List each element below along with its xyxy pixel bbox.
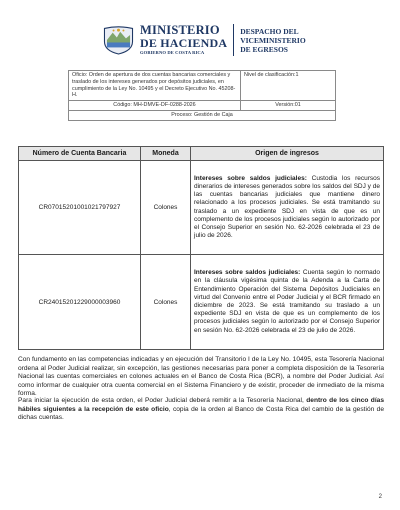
origin-title: Intereses sobre saldos judiciales: <box>194 269 301 277</box>
table-header-row <box>19 147 384 161</box>
origin-text: Custodia los recursos dinerarios de intereses generados sobre los saldos del SDJ y de las cuentas bancarias judiciales que mantiene dinero relacionado a los procesos judiciales. Se está tramitando su traslado a un expediente SDJ en vista de que es un complemento de los procesos judiciales según lo autorizado por el Consejo Superior en sesión No. 62-2026 celebrada el 23 de julio de 2026. <box>194 174 381 240</box>
header-origin: Origen de ingresos <box>191 147 384 161</box>
table-row <box>19 255 384 350</box>
page-number: 2 <box>378 494 382 500</box>
paragraph2-after: , copia de la orden al Banco de Costa Rica del cambio de la gestión de dichas cuentas. <box>18 405 384 422</box>
body-paragraph-1: Con fundamento en las competencias indicadas y en ejecución del Transitorio I de la Ley No. 10495, esta Tesorería Nacional ordena al Poder Judicial realizar, sin excepción, las gestiones necesarias para poner a completa disposición de la Tesorería Nacional las cuentas comerciales en colones actuales en el Banco de Costa Rica (BCR), a nombre del Poder Judicial. Así como informar de cualquier otra cuenta comercial en el Sistema Financiero y de existir, proceder de inmediato de la misma forma. <box>18 356 384 398</box>
ministry-name <box>140 24 227 55</box>
oficio-cell: Oficio: Orden de apertura de dos cuentas bancarias comerciales y traslado de los intereses generados por depósitos judiciales, en cumplimiento de la Ley No. 10495 y el Decreto Ejecutivo No. 45208-H. <box>69 71 241 101</box>
paragraph2-deadline: dentro de los cinco días hábiles siguientes a la recepción de este oficio <box>18 397 384 413</box>
paragraph2-before: Para iniciar la ejecución de esta orden, el Poder Judicial deberá remitir a la Tesorería Nacional, <box>18 397 307 404</box>
letterhead <box>102 22 312 58</box>
proceso-cell: Proceso: Gestión de Caja <box>69 110 336 120</box>
body-paragraph-2 <box>18 397 384 423</box>
account-number: CR07015201001021797927 <box>19 161 141 255</box>
codigo-cell: Código: MH-DMVE-DF-0288-2026 <box>69 101 241 111</box>
currency: Colones <box>141 255 191 350</box>
accounts-table <box>18 146 384 350</box>
origin-description <box>191 161 384 255</box>
despacho-line3: DE EGRESOS <box>240 44 288 54</box>
header-currency: Moneda <box>141 147 191 161</box>
despacho-name <box>240 27 305 54</box>
header-divider <box>233 24 234 56</box>
ministry-line1: MINISTERIO <box>140 23 220 38</box>
version-cell: Versión:01 <box>241 101 336 111</box>
nivel-cell: Nivel de clasificación:1 <box>241 71 336 101</box>
document-control-block <box>68 70 336 121</box>
table-row <box>19 161 384 255</box>
despacho-line1: DESPACHO DEL <box>240 26 299 36</box>
ministry-line2: DE HACIENDA <box>140 35 228 50</box>
despacho-line2: VICEMINISTERIO <box>240 35 306 45</box>
costa-rica-crest-icon <box>102 25 135 55</box>
origin-description <box>191 255 384 350</box>
currency: Colones <box>141 161 191 255</box>
header-account: Número de Cuenta Bancaria <box>19 147 141 161</box>
origin-text: Cuenta según lo normado en la cláusula vigésima quinta de la Adenda a la Carta de Entendimiento Operación del Sistema Depósitos Judiciales en virtud del Convenio entre el Poder Judicial y el BCR firmado en diciembre de 2023. Se está tramitando su traslado a un expediente SDJ en vista de que es un complemento de los procesos judiciales según lo autorizado por el Consejo Superior en sesión No. 62-2026 celebrada el 23 de julio de 2026. <box>194 269 381 334</box>
ministry-line3: GOBIERNO DE COSTA RICA <box>140 49 205 55</box>
origin-title: Intereses sobre saldos judiciales: <box>194 174 307 182</box>
account-number: CR24015201229000003960 <box>19 255 141 350</box>
